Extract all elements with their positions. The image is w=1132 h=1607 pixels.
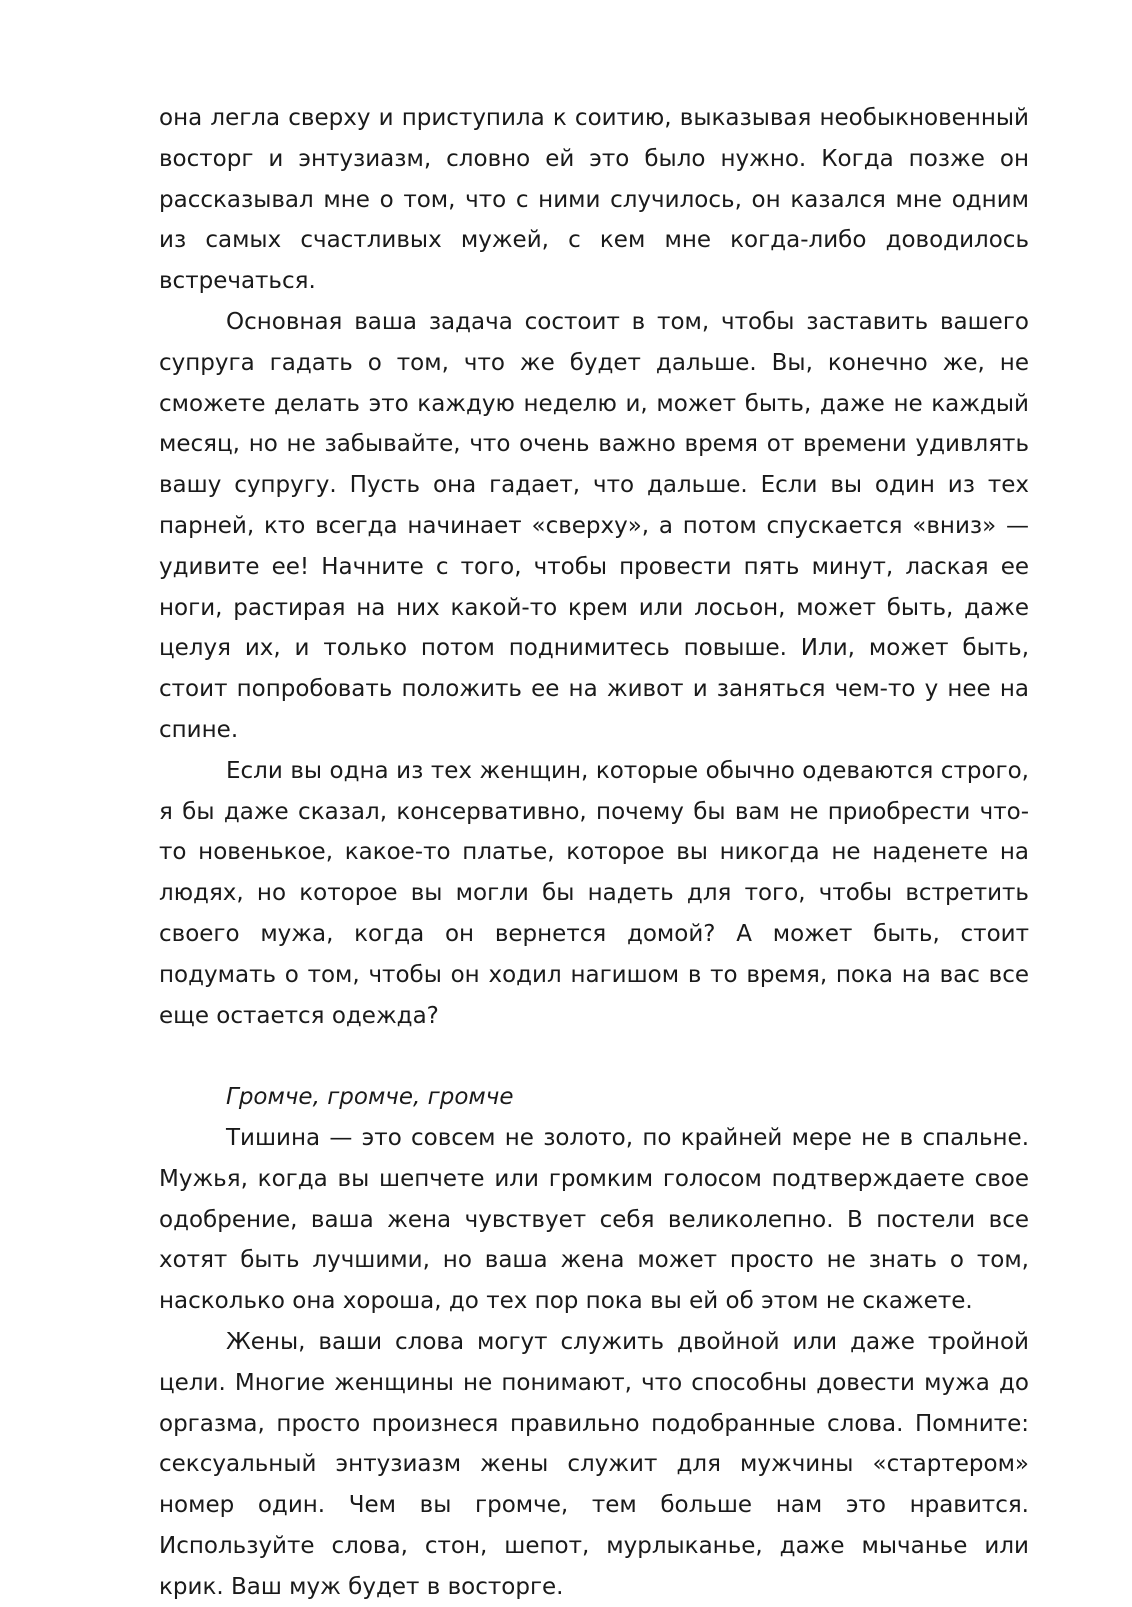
section-gap <box>159 1036 1029 1077</box>
paragraph-wives-words: Жены, ваши слова могут служить двойной или даже тройной цели. Многие женщины не понимают, что способны довести мужа до оргазма, просто произнеся правильно подобранные слова. Помните: сексуальный энтузиазм жены служит для мужчины «стартером» номер один. Чем вы громче, тем больше нам это нравится. Используйте слова, стон, шепот, мурлыканье, даже мычанье или крик. Ваш муж будет в восторге. <box>159 1328 1029 1600</box>
paragraph-continuation: она легла сверху и приступила к соитию, выказывая необыкновенный восторг и энтузиазм, словно ей это было нужно. Когда позже он рассказывал мне о том, что с ними случилось, он казался мне одним из самых счастливых мужей, с кем мне когда-либо доводилось встречаться. <box>159 105 1029 295</box>
paragraph-silence: Тишина — это совсем не золото, по крайней мере не в спальне. Мужья, когда вы шепчете или громким голосом подтверждаете свое одобрение, ваша жена чувствует себя великолепно. В постели все хотят быть лучшими, но ваша жена может просто не знать о том, насколько она хороша, до тех пор пока вы ей об этом не скажете. <box>159 1124 1029 1315</box>
paragraph-main-task: Основная ваша задача состоит в том, чтобы заставить вашего супруга гадать о том, что же будет дальше. Вы, конечно же, не сможете делать это каждую неделю и, может быть, даже не каждый месяц, но не забывайте, что очень важно время от времени удивлять вашу супругу. Пусть она гадает, что дальше. Если вы один из тех парней, кто всегда начинает «сверху», а потом спускается «вниз» — удивите ее! Начните с того, чтобы провести пять минут, лаская ее ноги, растирая на них какой-то крем или лосьон, может быть, даже целуя их, и только потом поднимитесь повыше. Или, может быть, стоит попробовать положить ее на живот и заняться чем-то у нее на спине. <box>159 308 1029 743</box>
document-page <box>159 98 1029 1607</box>
section-heading: Громче, громче, громче <box>226 1084 514 1111</box>
paragraph-dress: Если вы одна из тех женщин, которые обычно одеваются строго, я бы даже сказал, консервативно, почему бы вам не приобрести что-то новенькое, какое-то платье, которое вы никогда не наденете на людях, но которое вы могли бы надеть для того, чтобы встретить своего мужа, когда он вернется домой? А может быть, стоит подумать о том, чтобы он ходил нагишом в то время, пока на вас все еще остается одежда? <box>159 757 1029 1029</box>
